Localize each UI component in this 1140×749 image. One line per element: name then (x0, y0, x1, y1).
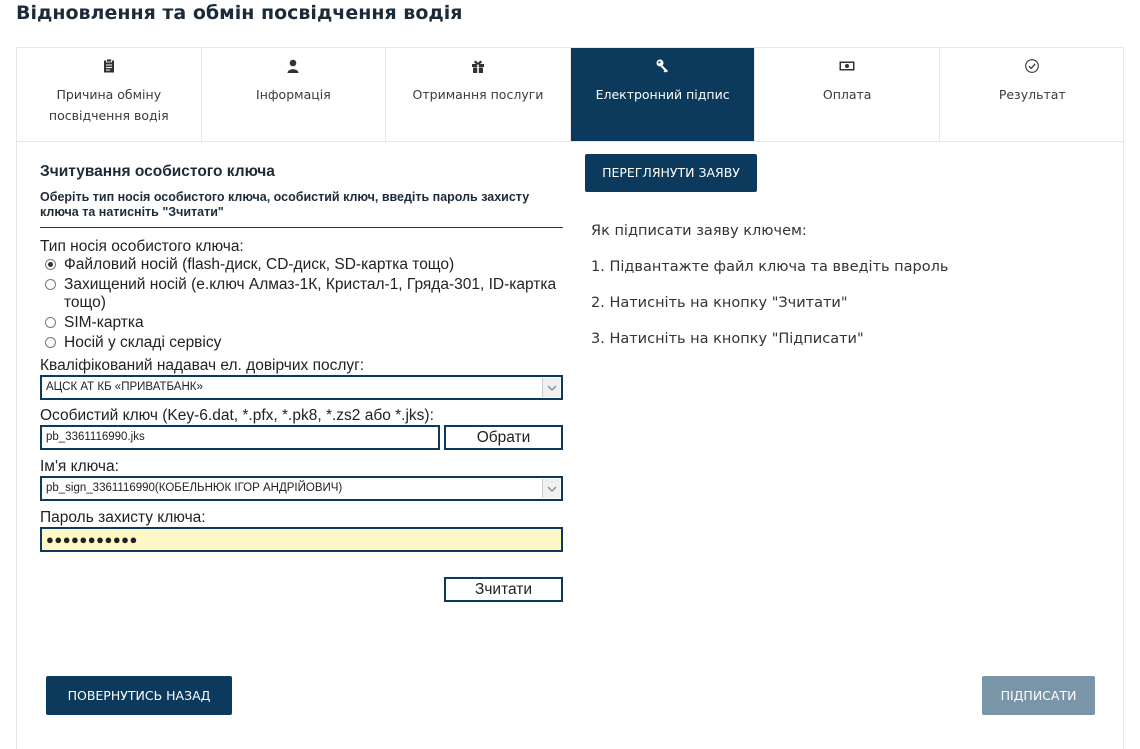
instruction-step: 2. Натисніть на кнопку "Зчитати" (591, 295, 848, 311)
key-name-label: Ім'я ключа: (40, 458, 119, 475)
step-service[interactable] (386, 48, 571, 141)
media-type-label: Тип носія особистого ключа: (40, 238, 244, 255)
back-button[interactable]: ПОВЕРНУТИСЬ НАЗАД (46, 676, 232, 715)
instruction-step: 3. Натисніть на кнопку "Підписати" (591, 331, 864, 347)
radio-checked-icon[interactable] (45, 259, 56, 270)
media-option-label: Захищений носій (е.ключ Алмаз-1К, Кристал-1, Гряда-301, ID-картка тощо) (64, 276, 557, 311)
form-card (16, 47, 1124, 749)
media-option-label: SIM-картка (64, 314, 144, 331)
divider (40, 227, 563, 228)
key-icon (571, 58, 755, 78)
radio-icon[interactable] (45, 337, 56, 348)
chevron-down-icon[interactable] (542, 479, 560, 498)
key-file-row (40, 425, 563, 450)
step-label: Електронний підпис (595, 87, 730, 102)
media-option-label: Файловий носій (flash-диск, CD-диск, SD-картка тощо) (64, 256, 455, 273)
user-icon (202, 58, 386, 78)
step-label: Інформація (256, 87, 331, 102)
view-application-button[interactable]: ПЕРЕГЛЯНУТИ ЗАЯВУ (585, 154, 757, 192)
step-result[interactable] (940, 48, 1125, 141)
provider-label: Кваліфікований надавач ел. довірчих послуг: (40, 357, 365, 374)
step-payment[interactable] (755, 48, 940, 141)
key-reader-panel (40, 163, 563, 602)
key-reader-description: Оберіть тип носія особистого ключа, особистий ключ, введіть пароль захисту ключа та натисніть "Зчитати" (40, 190, 530, 219)
media-option-service[interactable] (40, 334, 563, 352)
step-info[interactable] (202, 48, 387, 141)
key-file-input[interactable]: pb_3361116990.jks (40, 425, 440, 450)
password-label: Пароль захисту ключа: (40, 509, 206, 526)
provider-value: АЦСК АТ КБ «ПРИВАТБАНК» (46, 381, 203, 393)
clipboard-icon (17, 58, 201, 78)
instruction-step: 1. Підвантажте файл ключа та введіть пароль (591, 259, 949, 275)
instructions-heading: Як підписати заяву ключем: (591, 223, 807, 239)
key-reader-title: Зчитування особистого ключа (40, 163, 275, 180)
check-circle-icon (940, 58, 1125, 78)
key-file-label: Особистий ключ (Key-6.dat, *.pfx, *.pk8, *.zs2 або *.jks): (40, 407, 434, 424)
radio-icon[interactable] (45, 317, 56, 328)
media-option-label: Носій у складі сервісу (64, 334, 222, 351)
media-option-protected[interactable] (40, 276, 563, 312)
step-tabs (17, 48, 1125, 142)
step-label: Результат (998, 87, 1066, 102)
chevron-down-icon[interactable] (542, 378, 560, 397)
step-label: Оплата (822, 87, 872, 102)
provider-select[interactable] (40, 375, 563, 400)
banknote-icon (755, 58, 939, 78)
sign-button[interactable]: ПІДПИСАТИ (982, 676, 1095, 715)
read-key-button[interactable]: Зчитати (444, 577, 563, 602)
key-name-select[interactable] (40, 476, 563, 501)
key-name-value: pb_sign_3361116990(КОБЕЛЬНЮК ІГОР АНДРІЙОВИЧ) (46, 482, 343, 494)
gift-icon (386, 58, 570, 78)
step-label: Отримання послуги (412, 87, 544, 102)
media-option-file[interactable] (40, 256, 563, 274)
media-option-sim[interactable] (40, 314, 563, 332)
page-title: Відновлення та обмін посвідчення водія (16, 2, 463, 24)
password-input[interactable]: ●●●●●●●●●●● (40, 527, 563, 552)
step-signature[interactable] (571, 48, 756, 141)
choose-file-button[interactable]: Обрати (444, 425, 563, 450)
step-reason[interactable] (17, 48, 202, 141)
step-label: Причина обміну посвідчення водія (48, 87, 169, 123)
read-row (40, 577, 563, 602)
